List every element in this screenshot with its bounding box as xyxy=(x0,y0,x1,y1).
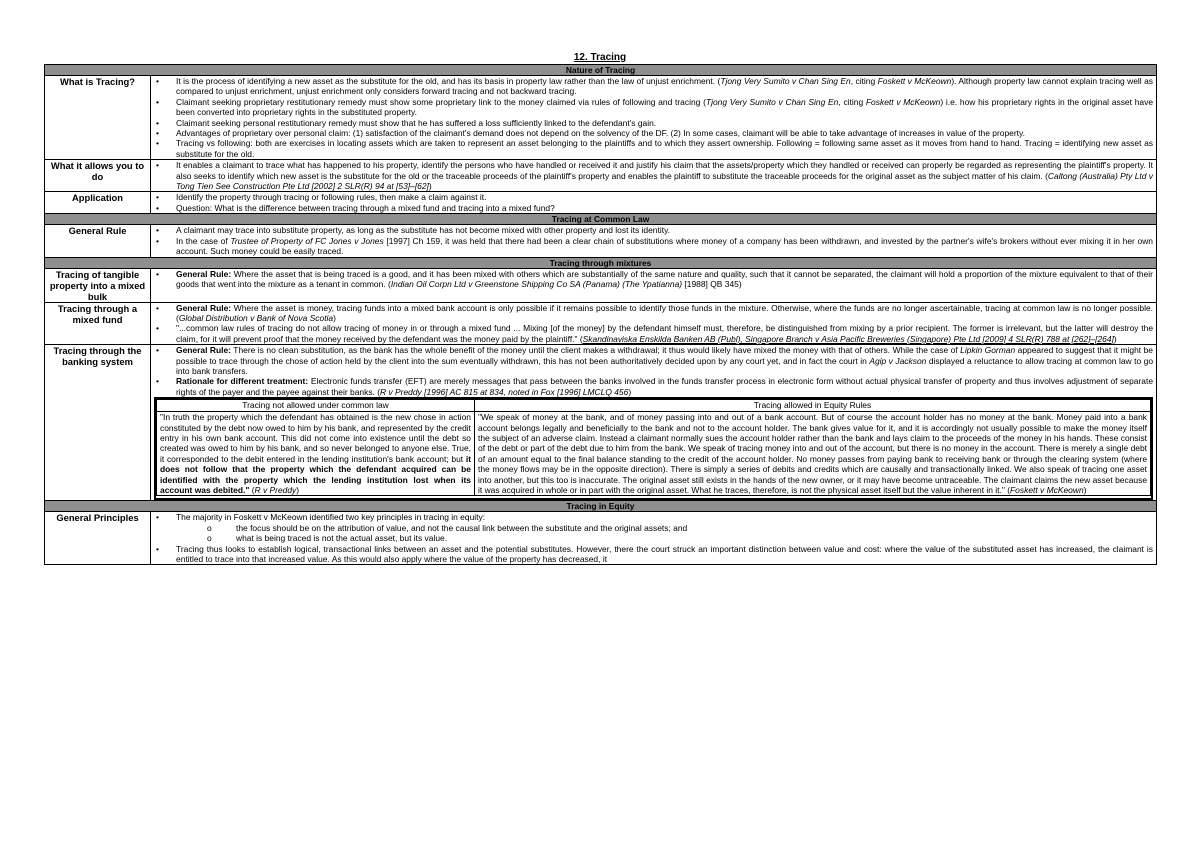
comparison-table xyxy=(156,399,1151,496)
bullet: • Claimant seeking personal restitutionary remedy must show that he has suffered a loss sufficiently linked to the defendant's gain. xyxy=(176,118,1153,128)
sub-bullet: o the focus should be on the attribution of value, and not the causal link between the substitute and the original assets; and xyxy=(236,523,1153,533)
row-general-rule xyxy=(45,225,1157,257)
bullet: • Tracing thus looks to establish logical, transactional links between an asset and the potential substitutes. However, there the court struck an important distinction between value and cost: where the value of the substituted asset has increased, the claimant is entitled to trace into that increased value. As this would also apply where the value of the property has decreased, it xyxy=(176,544,1153,565)
quote-preddy: "In truth the property which the defendant has obtained is the new chose in action constituted by the debt now owed to him by his bank, and represented by the credit entry in his own bank account. This did not come into existence until the debt so created was owed to him by his bank, and so never belonged to anyone else. True, it corresponded to the debit entered in the lending institution's bank account; but it does not follow that the property which the defendant acquired can be identified with the property which the lending institution lost when its account was debited." (R v Preddy) xyxy=(157,412,475,496)
row-banking-system xyxy=(45,345,1157,501)
section-header-nature: Nature of Tracing xyxy=(45,65,1157,76)
row-label: General Principles xyxy=(45,512,151,565)
bullet: • Claimant seeking proprietary restitutionary remedy must show some proprietary link to the money claimed via rules of following and tracing (Tjong Very Sumito v Chan Sing En, citing Foskett v McKeown) i.e. how his proprietary rights in the original asset have been converted into proprietary rights in the substituted property. xyxy=(176,97,1153,118)
column-header-equity: Tracing allowed in Equity Rules xyxy=(475,400,1151,412)
row-content xyxy=(151,512,1157,565)
bullet: • Tracing vs following: both are exercises in locating assets which are taken to represent an asset belonging to the plaintiffs and to which they assert ownership. Following = following same asset as it moves from hand to hand. Tracing = identifying new asset as substitute for the old. xyxy=(176,138,1153,159)
row-label: Tracing through a mixed fund xyxy=(45,302,151,345)
bullet: • General Rule: Where the asset that is being traced is a good, and it has been mixed with others which are substantially of the same nature and quality, such that it cannot be separated, the claimant will hold a proportion of the mixture equivalent to that of their goods that went into the mixture as a tenant in common. (Indian Oil Corpn Ltd v Greenstone Shipping Co SA (Panama) (The Ypatianna) [1988] QB 345) xyxy=(176,269,1153,290)
row-content xyxy=(151,302,1157,345)
bullet: • Identify the property through tracing or following rules, then make a claim against it. xyxy=(176,192,1153,202)
row-what-it-allows xyxy=(45,160,1157,192)
section-header-mixtures: Tracing through mixtures xyxy=(45,257,1157,268)
row-mixed-fund xyxy=(45,302,1157,345)
row-label: Tracing of tangible property into a mixed bulk xyxy=(45,268,151,302)
row-label: What is Tracing? xyxy=(45,76,151,160)
row-label: What it allows you to do xyxy=(45,160,151,192)
bullet: • Advantages of proprietary over personal claim: (1) satisfaction of the claimant's demand does not depend on the solvency of the DF. (2) In some cases, claimant will be able to take advantage of increases in value of the property. xyxy=(176,128,1153,138)
row-application xyxy=(45,192,1157,214)
bullet: • "...common law rules of tracing do not allow tracing of money in or through a mixed fund ... Mixing [of the money] by the defendant himself must, therefore, be distinguished from mixing by a prior recipient. The former is irrelevant, but the latter will destroy the claim, for it will prevent proof that the money received by the defendant was the money paid by the plaintiff." (Skandinaviska Enskilda Banken AB (Publ), Singapore Branch v Asia Pacific Breweries (Singapore) Pte Ltd [2009] 4 SLR(R) 788 at [262]–[264]) xyxy=(176,323,1153,344)
notes-table xyxy=(44,64,1157,565)
row-content xyxy=(151,345,1157,501)
row-what-is-tracing xyxy=(45,76,1157,160)
bullet: • General Rule: Where the asset is money, tracing funds into a mixed bank account is only possible if it remains possible to identify those funds in the mixture. Otherwise, where the funds are no longer ascertainable, tracing at common law is no longer possible. (Global Distribution v Bank of Nova Scotia) xyxy=(176,303,1153,324)
bullet: • Rationale for different treatment: Electronic funds transfer (EFT) are merely messages that pass between the banks involved in the funds transfer process in electronic form without actual physical transfer of property and thus involves adjustment of separate rights of the payer and the payee against their banks. (R v Preddy [1996] AC 815 at 834, noted in Fox [1996] LMCLQ 456) xyxy=(176,376,1153,397)
quote-foskett: "We speak of money at the bank, and of money passing into and out of a bank account. But of course the account holder has no money at the bank. Money paid into a bank account belongs legally and beneficially to the bank and not to the account holder. The bank gives value for it, and it is accordingly not usually possible to make the money itself the subject of an adverse claim. Instead a claimant normally sues the account holder rather than the bank and lays claim to the proceeds of the money in his hands. These consist of the debt or part of the debt due to him from the bank. We speak of tracing money into and out of the account, but there is no money in the account. There is merely a single debt of an amount equal to the final balance standing to the credit of the account holder. No money passes from paying bank to receiving bank or through the clearing system (where the money flows may be in the opposite direction). There is simply a series of debits and credits which are causally and transactionally linked. We also speak of tracing one asset into another, but this too is inaccurate. The original asset still exists in the hands of the new owner, or it may have become untraceable. The claimant claims the new asset because it was acquired in whole or in part with the original asset. What he traces, therefore, is not the physical asset itself but the value inherent in it." (Foskett v McKeown) xyxy=(475,412,1151,496)
bullet: • A claimant may trace into substitute property, as long as the substitute has not become mixed with other property and lost its identity. xyxy=(176,225,1153,235)
row-content xyxy=(151,160,1157,192)
row-content xyxy=(151,268,1157,302)
sub-bullet: o what is being traced is not the actual asset, but its value. xyxy=(236,533,1153,543)
row-label: General Rule xyxy=(45,225,151,257)
row-content xyxy=(151,76,1157,160)
row-label: Tracing through the banking system xyxy=(45,345,151,501)
bullet: • It is the process of identifying a new asset as the substitute for the old, and has its basis in property law rather than the law of unjust enrichment. (Tjong Very Sumito v Chan Sing En, citing Foskett v McKeown). Although property law cannot explain tracing well as compared to unjust enrichment, unjust enrichment only considers forward tracing and not backward tracing. xyxy=(176,76,1153,97)
page-title: 12. Tracing xyxy=(573,52,627,63)
section-header-equity: Tracing in Equity xyxy=(45,501,1157,512)
column-header-common-law: Tracing not allowed under common law xyxy=(157,400,475,412)
section-header-common-law: Tracing at Common Law xyxy=(45,214,1157,225)
document-page xyxy=(44,52,1156,565)
row-general-principles xyxy=(45,512,1157,565)
row-content xyxy=(151,225,1157,257)
comparison-table-frame xyxy=(154,397,1153,500)
bullet: • The majority in Foskett v McKeown identified two key principles in tracing in equity: o the focus should be on the attribution of value, and not the causal link between the substitute and the original assets; and o what is being traced is not the actual asset, but its value. xyxy=(176,512,1153,543)
bullet: • General Rule: There is no clean substitution, as the bank has the whole benefit of the money until the client makes a withdrawal; it thus would likely have mixed the money with that of others. While the case of Lipkin Gorman appeared to suggest that it might be possible to trace through the chose of action held by the client into the sum eventually withdrawn, this has not been authoritatively decided upon by any court yet, and in fact the court in Agip v Jackson displayed a reluctance to allow tracing at common law to go into bank transfers. xyxy=(176,345,1153,376)
bullet: • In the case of Trustee of Property of FC Jones v Jones [1997] Ch 159, it was held that there had been a clear chain of substitutions where money of a company has been withdrawn, and invested by the partner's wife's brokers without ever mixing it in her own account. Such money could be easily traced. xyxy=(176,236,1153,257)
row-label: Application xyxy=(45,192,151,214)
row-tangible-property xyxy=(45,268,1157,302)
bullet: • It enables a claimant to trace what has happened to his property, identify the persons who have handled or received it and justify his claim that the assets/property which they handled or received can properly be regarded as representing the plaintiff's property. It also seeks to identify which new asset is the substitute for the old or the traceable proceeds of the plaintiff's property and enables the plaintiff to substitute the traceable proceeds for the original asset as the subject matter of his claim. (Caltong (Australia) Pty Ltd v Tong Tien See Construction Pte Ltd [2002] 2 SLR(R) 94 at [53]–[62]) xyxy=(176,160,1153,191)
bullet: • Question: What is the difference between tracing through a mixed fund and tracing into a mixed fund? xyxy=(176,203,1153,213)
row-content xyxy=(151,192,1157,214)
